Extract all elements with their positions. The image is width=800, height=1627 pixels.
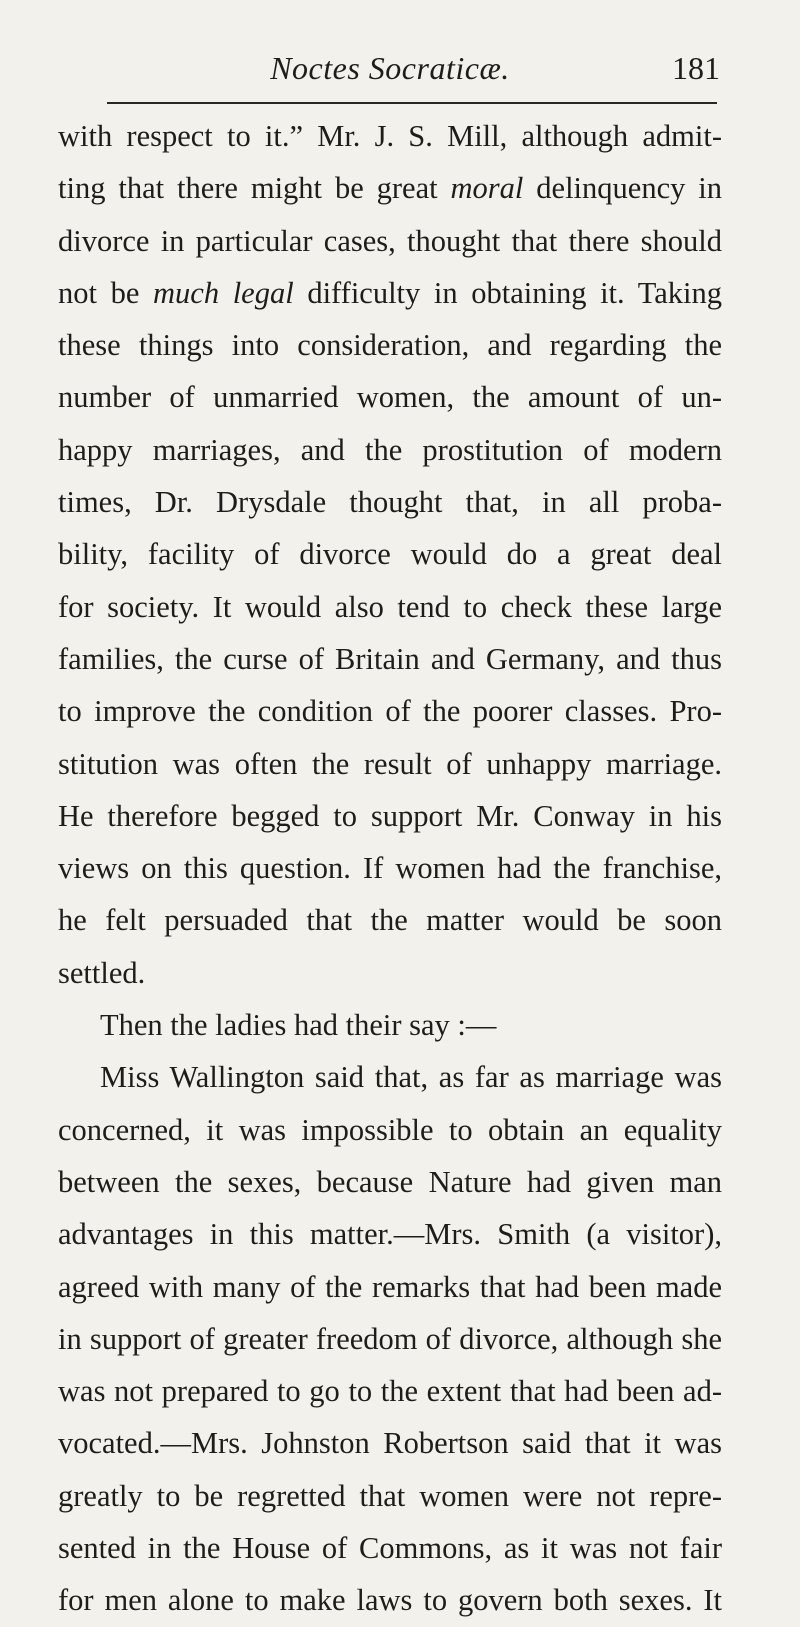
text-line: with respect to it.” Mr. J. S. Mill, although admit-	[58, 119, 722, 153]
text-line: was not prepared to go to the extent that had been ad-	[58, 1374, 722, 1409]
text-line: not be much legal difficulty in obtaining it. Taking	[58, 275, 722, 310]
text-line: vocated.—Mrs. Johnston Robertson said that it was	[58, 1426, 722, 1461]
text-line: stitution was often the result of unhappy marriage.	[58, 746, 722, 781]
text-line: bility, facility of divorce would do a great deal	[58, 537, 722, 572]
running-title: Noctes Socraticæ.	[270, 50, 510, 86]
text-line: these things into consideration, and regarding the	[58, 328, 722, 363]
italic-phrase: much legal	[153, 275, 294, 310]
body-text	[58, 110, 722, 1627]
text-line: in support of greater freedom of divorce, although she	[58, 1321, 722, 1356]
text-line: concerned, it was impossible to obtain an equality	[58, 1112, 722, 1147]
header-rule	[107, 102, 717, 104]
text-line: sented in the House of Commons, as it was not fair	[58, 1531, 722, 1566]
text-line: greatly to be regretted that women were not repre-	[58, 1478, 722, 1513]
text-line: happy marriages, and the prostitution of modern	[58, 432, 722, 467]
text-line: Then the ladies had their say :—	[100, 1008, 497, 1043]
text-line: advantages in this matter.—Mrs. Smith (a visitor),	[58, 1217, 722, 1252]
text-line: He therefore begged to support Mr. Conway in his	[58, 798, 722, 833]
text-line: ting that there might be great moral delinquency in	[58, 171, 722, 206]
text-line: to improve the condition of the poorer classes. Pro-	[58, 694, 722, 729]
text-line: number of unmarried women, the amount of un-	[58, 380, 722, 415]
text-line: Miss Wallington said that, as far as marriage was	[100, 1060, 722, 1095]
text-line: settled.	[58, 955, 146, 990]
text-line: agreed with many of the remarks that had been made	[58, 1269, 722, 1304]
text-line: he felt persuaded that the matter would be soon	[58, 903, 722, 938]
text-line: divorce in particular cases, thought that there should	[58, 223, 722, 258]
running-head	[60, 48, 720, 92]
page-number: 181	[672, 50, 720, 86]
italic-phrase: moral	[450, 171, 524, 206]
text-line: times, Dr. Drysdale thought that, in all proba-	[58, 485, 722, 520]
text-line: for society. It would also tend to check these large	[58, 589, 722, 624]
text-line: for men alone to make laws to govern both sexes. It	[58, 1583, 722, 1618]
text-line: views on this question. If women had the franchise,	[58, 851, 722, 886]
text-line: families, the curse of Britain and Germany, and thus	[58, 641, 722, 676]
text-line: between the sexes, because Nature had given man	[58, 1164, 722, 1199]
